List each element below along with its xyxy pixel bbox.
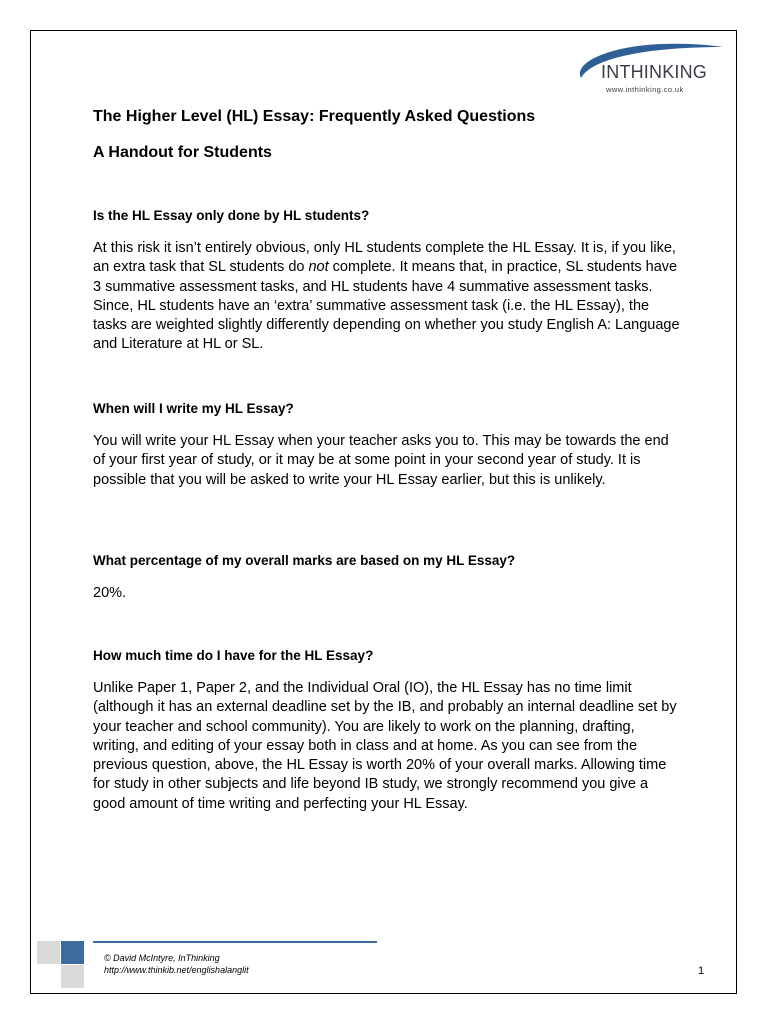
document-title: The Higher Level (HL) Essay: Frequently Asked Questions <box>93 108 536 125</box>
page-frame <box>30 30 737 994</box>
faq-answer-2: You will write your HL Essay when your teacher asks you to. This may be towards the end of your first year of study, or it may be at some point in your second year of study. It is possible that you will be asked to write your HL Essay earlier, but this is unlikely. <box>93 433 669 488</box>
faq-question-4: How much time do I have for the HL Essay? <box>93 648 374 663</box>
logo-url: www.inthinking.co.uk <box>606 85 684 94</box>
logo-brand-text: INTHINKING <box>601 62 708 82</box>
footer-square-gray <box>37 941 60 964</box>
footer-copyright: © David McIntyre, InThinking <box>104 953 220 963</box>
faq-answer-1 <box>93 239 683 355</box>
faq-question-3: What percentage of my overall marks are based on my HL Essay? <box>93 553 516 568</box>
faq-answer-1-emphasis: not <box>308 259 329 276</box>
inthinking-logo[interactable] <box>571 40 726 100</box>
faq-answer-1-part-1: At this risk it isn’t entirely obvious, only HL students complete the HL Essay. It is, if you like, an extra task that SL students do <box>93 240 676 276</box>
faq-question-1: Is the HL Essay only done by HL students? <box>93 208 370 223</box>
document-subtitle: A Handout for Students <box>93 144 272 161</box>
footer-square-blue <box>61 941 84 964</box>
footer-divider <box>93 941 377 943</box>
faq-question-2: When will I write my HL Essay? <box>93 401 294 416</box>
faq-answer-4: Unlike Paper 1, Paper 2, and the Individual Oral (IO), the HL Essay has no time limit (although it has an external deadline set by the IB, and probably an internal deadline set by your teacher and school community). You are likely to work on the planning, drafting, writing, and editing of your essay both in class and at home. As you can see from the previous question, above, the HL Essay is worth 20% of your overall marks. Allowing time for study in other subjects and life beyond IB study, we strongly recommend you give a good amount of time writing and perfecting your HL Essay. <box>93 680 677 812</box>
faq-answer-1-part-2: complete. It means that, in practice, SL students have 3 summative assessment tasks, and HL students have 4 summative assessment tasks. Since, HL students have an ‘extra’ summative assessment task (i.e. the HL Essay), the tasks are weighted slightly differently depending on whether you study English A: Language and Literature at HL or SL. <box>93 259 680 353</box>
page-number: 1 <box>698 965 705 977</box>
footer-url-link[interactable]: http://www.thinkib.net/englishalanglit <box>104 965 249 975</box>
faq-answer-3: 20%. <box>93 585 127 601</box>
footer-square-gray <box>61 965 84 988</box>
